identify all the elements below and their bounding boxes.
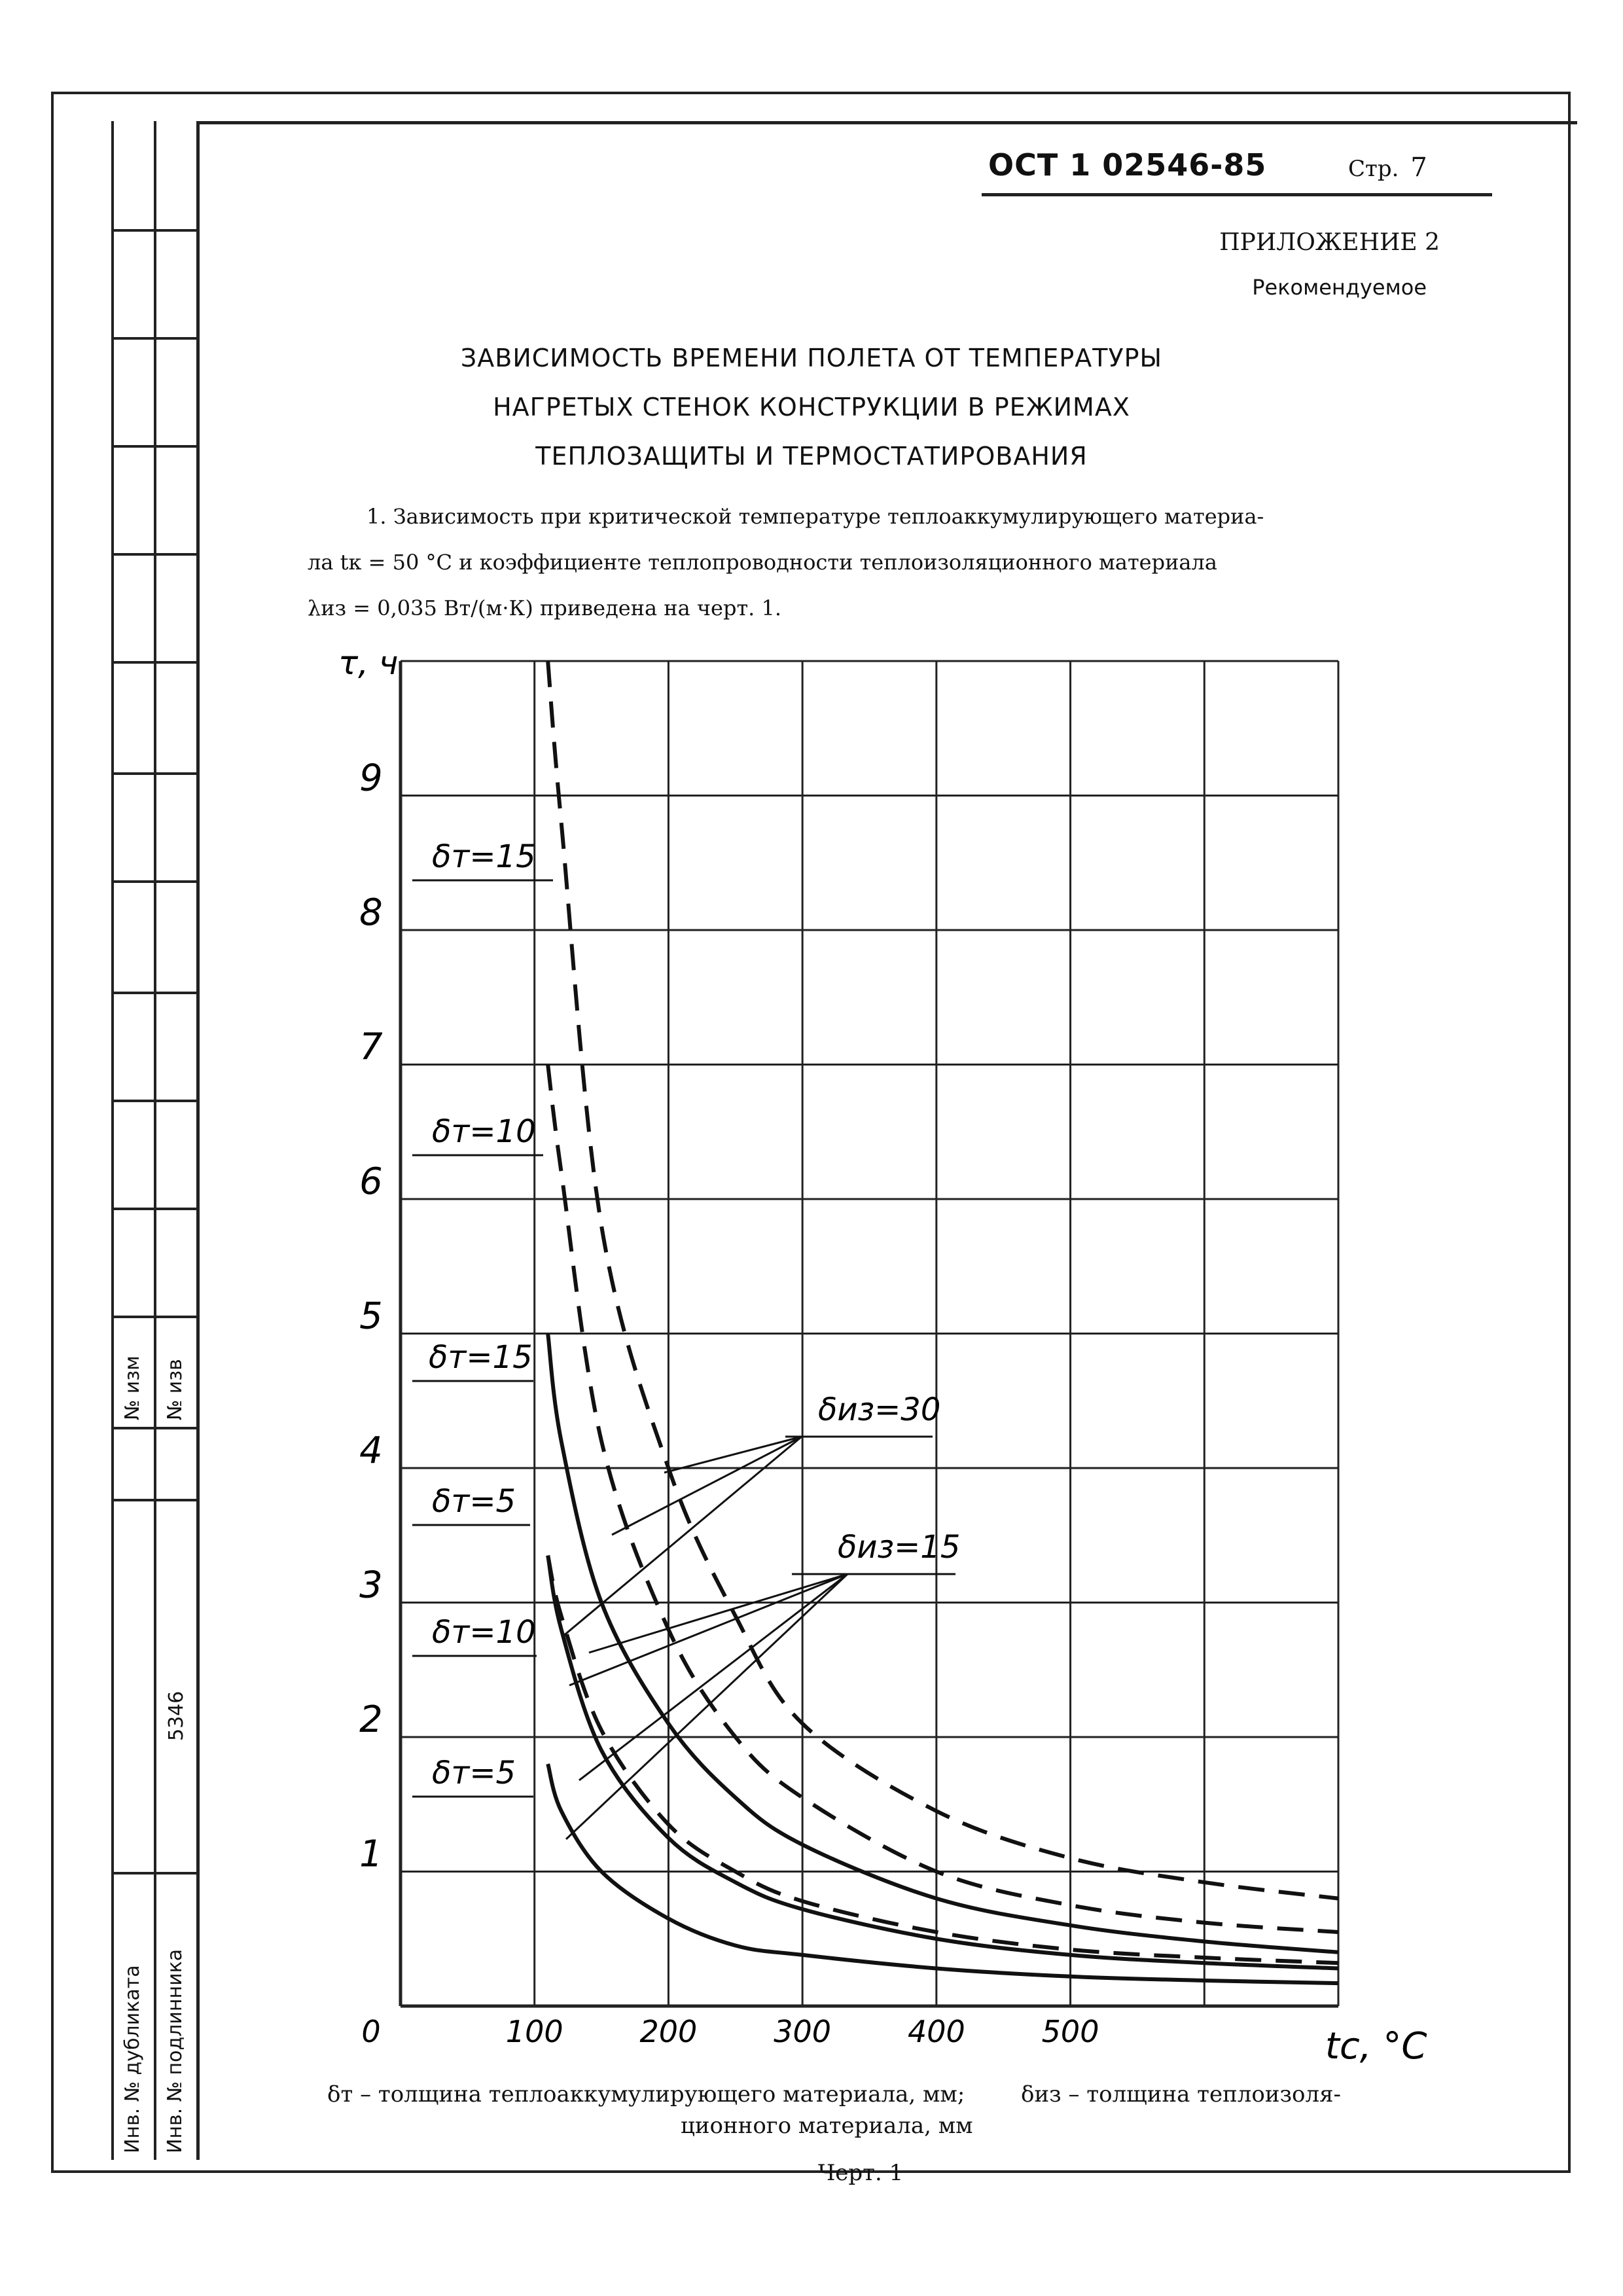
series-line	[548, 1334, 1338, 1952]
x-tick-label: 500	[1041, 2014, 1099, 2049]
title-line-1: ЗАВИСИМОСТЬ ВРЕМЕНИ ПОЛЕТА ОТ ТЕМПЕРАТУРЫ	[460, 344, 1163, 372]
podlinnik-number: 5346	[165, 1691, 188, 1741]
sidebar-label-izm: № изм	[121, 1355, 144, 1420]
annotation-label: δт=10	[432, 1113, 536, 1150]
y-tick-label: 9	[359, 757, 383, 800]
paragraph-line-2: ла tк = 50 °С и коэффициенте теплопроводности теплоизоляционного материала	[308, 550, 1217, 575]
x-tick-label: 0	[361, 2014, 381, 2049]
annotation-leader	[566, 1574, 847, 1839]
series-line	[548, 1065, 1338, 1932]
x-axis-label: tc, °С	[1325, 2025, 1427, 2068]
appendix-label: ПРИЛОЖЕНИЕ 2	[1219, 229, 1440, 256]
annotation-label: δт=5	[432, 1755, 516, 1791]
series-line	[548, 1556, 1338, 1969]
y-tick-label: 2	[359, 1698, 383, 1741]
annotation-label: δт=10	[432, 1614, 536, 1651]
title-line-3: ТЕПЛОЗАЩИТЫ И ТЕРМОСТАТИРОВАНИЯ	[535, 442, 1088, 471]
x-tick-label: 100	[505, 2014, 563, 2049]
chart-labels	[429, 838, 960, 1791]
annotation-label: δт=15	[429, 1339, 533, 1376]
recommendation-label: Рекомендуемое	[1252, 275, 1427, 300]
y-tick-label: 6	[359, 1160, 383, 1203]
annotation-leader	[612, 1437, 802, 1535]
y-tick-label: 1	[359, 1833, 383, 1876]
caption-line-1a: δт – толщина теплоаккумулирующего материала, мм;	[327, 2081, 965, 2108]
y-tick-label: 8	[359, 891, 383, 934]
title-line-2: НАГРЕТЫХ СТЕНОК КОНСТРУКЦИИ В РЕЖИМАХ	[493, 393, 1130, 422]
annotation-label: δиз=15	[838, 1529, 961, 1566]
doc-code: ОСТ 1 02546-85	[988, 147, 1267, 183]
sidebar-label-izv: № изв	[164, 1359, 187, 1420]
y-tick-label: 3	[359, 1564, 383, 1607]
annotation-label: δт=5	[432, 1483, 516, 1520]
caption-line-1b: δиз – толщина теплоизоля-	[1021, 2081, 1342, 2108]
x-tick-label: 300	[774, 2014, 832, 2049]
annotation-label: δт=15	[432, 838, 536, 875]
paragraph-line-3: λиз = 0,035 Вт/(м·К) приведена на черт. 1.	[308, 596, 782, 620]
annotation-label: δиз=30	[818, 1391, 941, 1428]
chart-grid	[401, 661, 1338, 2006]
figure-caption: Черт. 1	[818, 2160, 904, 2186]
annotation-leader	[579, 1574, 847, 1780]
sidebar-label-dublikat: Инв. № дубликата	[121, 1965, 144, 2153]
x-tick-label: 200	[639, 2014, 698, 2049]
y-tick-label: 4	[359, 1429, 383, 1472]
sidebar-label-podlinnik: Инв. № подлинника	[164, 1948, 187, 2153]
paragraph-line-1: 1. Зависимость при критической температуре теплоаккумулирующего материа-	[366, 504, 1264, 529]
page-number: 7	[1410, 152, 1427, 183]
y-tick-label: 7	[359, 1026, 383, 1069]
page-label: Стр.	[1348, 156, 1399, 182]
y-axis-label: τ, ч	[338, 644, 399, 682]
caption-line-2: ционного материала, мм	[681, 2113, 973, 2139]
y-tick-label: 5	[359, 1295, 383, 1338]
chart-series	[548, 661, 1338, 1983]
x-tick-label: 400	[907, 2014, 965, 2049]
